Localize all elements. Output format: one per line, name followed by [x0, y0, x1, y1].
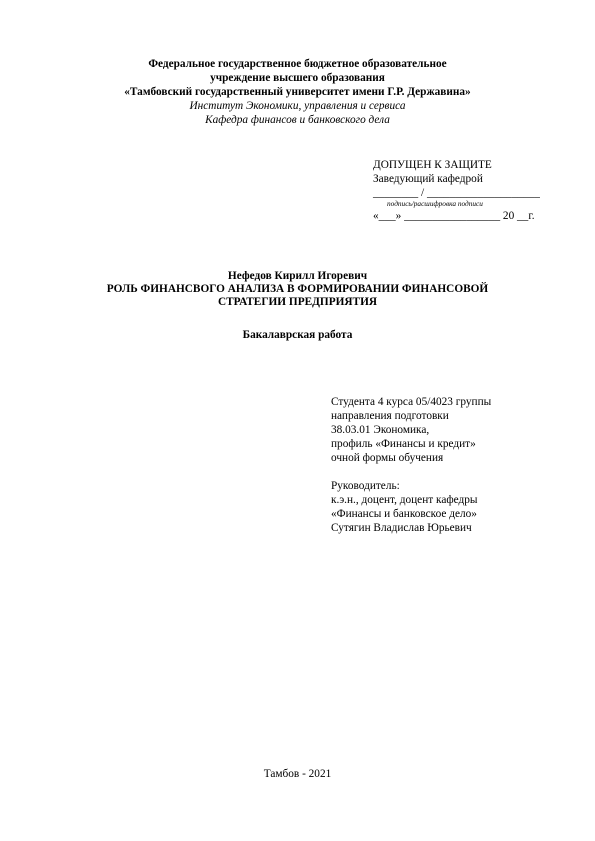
footer	[0, 767, 595, 781]
supervisor-info	[331, 479, 571, 535]
city-year: Тамбов - 2021	[263, 768, 332, 780]
student-line-2: направления подготовки	[331, 410, 449, 422]
approval-role: Заведующий кафедрой	[373, 173, 483, 185]
approval-date-line: «___» _________________ 20 __г.	[373, 210, 535, 222]
author-name: Нефедов Кирилл Игоревич	[227, 270, 368, 282]
signature-caption: подпись/расшифровка подписи	[387, 199, 483, 208]
work-type-label: Бакалаврская работа	[242, 329, 353, 341]
thesis-title-block	[0, 270, 595, 309]
institution-line-2: учреждение высшего образования	[210, 72, 385, 84]
supervisor-line-2: «Финансы и банковское дело»	[331, 508, 477, 520]
student-line-3: 38.03.01 Экономика,	[331, 424, 430, 436]
supervisor-label: Руководитель:	[331, 480, 400, 492]
approval-title: ДОПУЩЕН К ЗАЩИТЕ	[373, 159, 492, 171]
supervisor-line-1: к.э.н., доцент, доцент кафедры	[331, 494, 478, 506]
signature-line: ________ / ____________________	[373, 187, 540, 199]
work-type	[0, 328, 595, 342]
thesis-title-line-1: РОЛЬ ФИНАНСВОГО АНАЛИЗА В ФОРМИРОВАНИИ ФИНАНСОВОЙ	[106, 283, 489, 295]
thesis-title-line-2: СТРАТЕГИИ ПРЕДПРИЯТИЯ	[217, 296, 378, 308]
student-info	[331, 395, 571, 465]
institution-line-1: Федеральное государственное бюджетное образовательное	[148, 58, 447, 70]
supervisor-name: Сутягин Владислав Юрьевич	[331, 522, 472, 534]
student-line-1: Студента 4 курса 05/4023 группы	[331, 396, 492, 408]
department-name: Кафедра финансов и банковского дела	[205, 114, 390, 126]
student-line-4: профиль «Финансы и кредит»	[331, 438, 476, 450]
approval-block	[373, 158, 583, 223]
student-line-5: очной формы обучения	[331, 452, 444, 464]
institution-header	[0, 57, 595, 127]
institute-name: Институт Экономики, управления и сервиса	[189, 100, 406, 112]
university-name: «Тамбовский государственный университет имени Г.Р. Державина»	[124, 86, 471, 98]
